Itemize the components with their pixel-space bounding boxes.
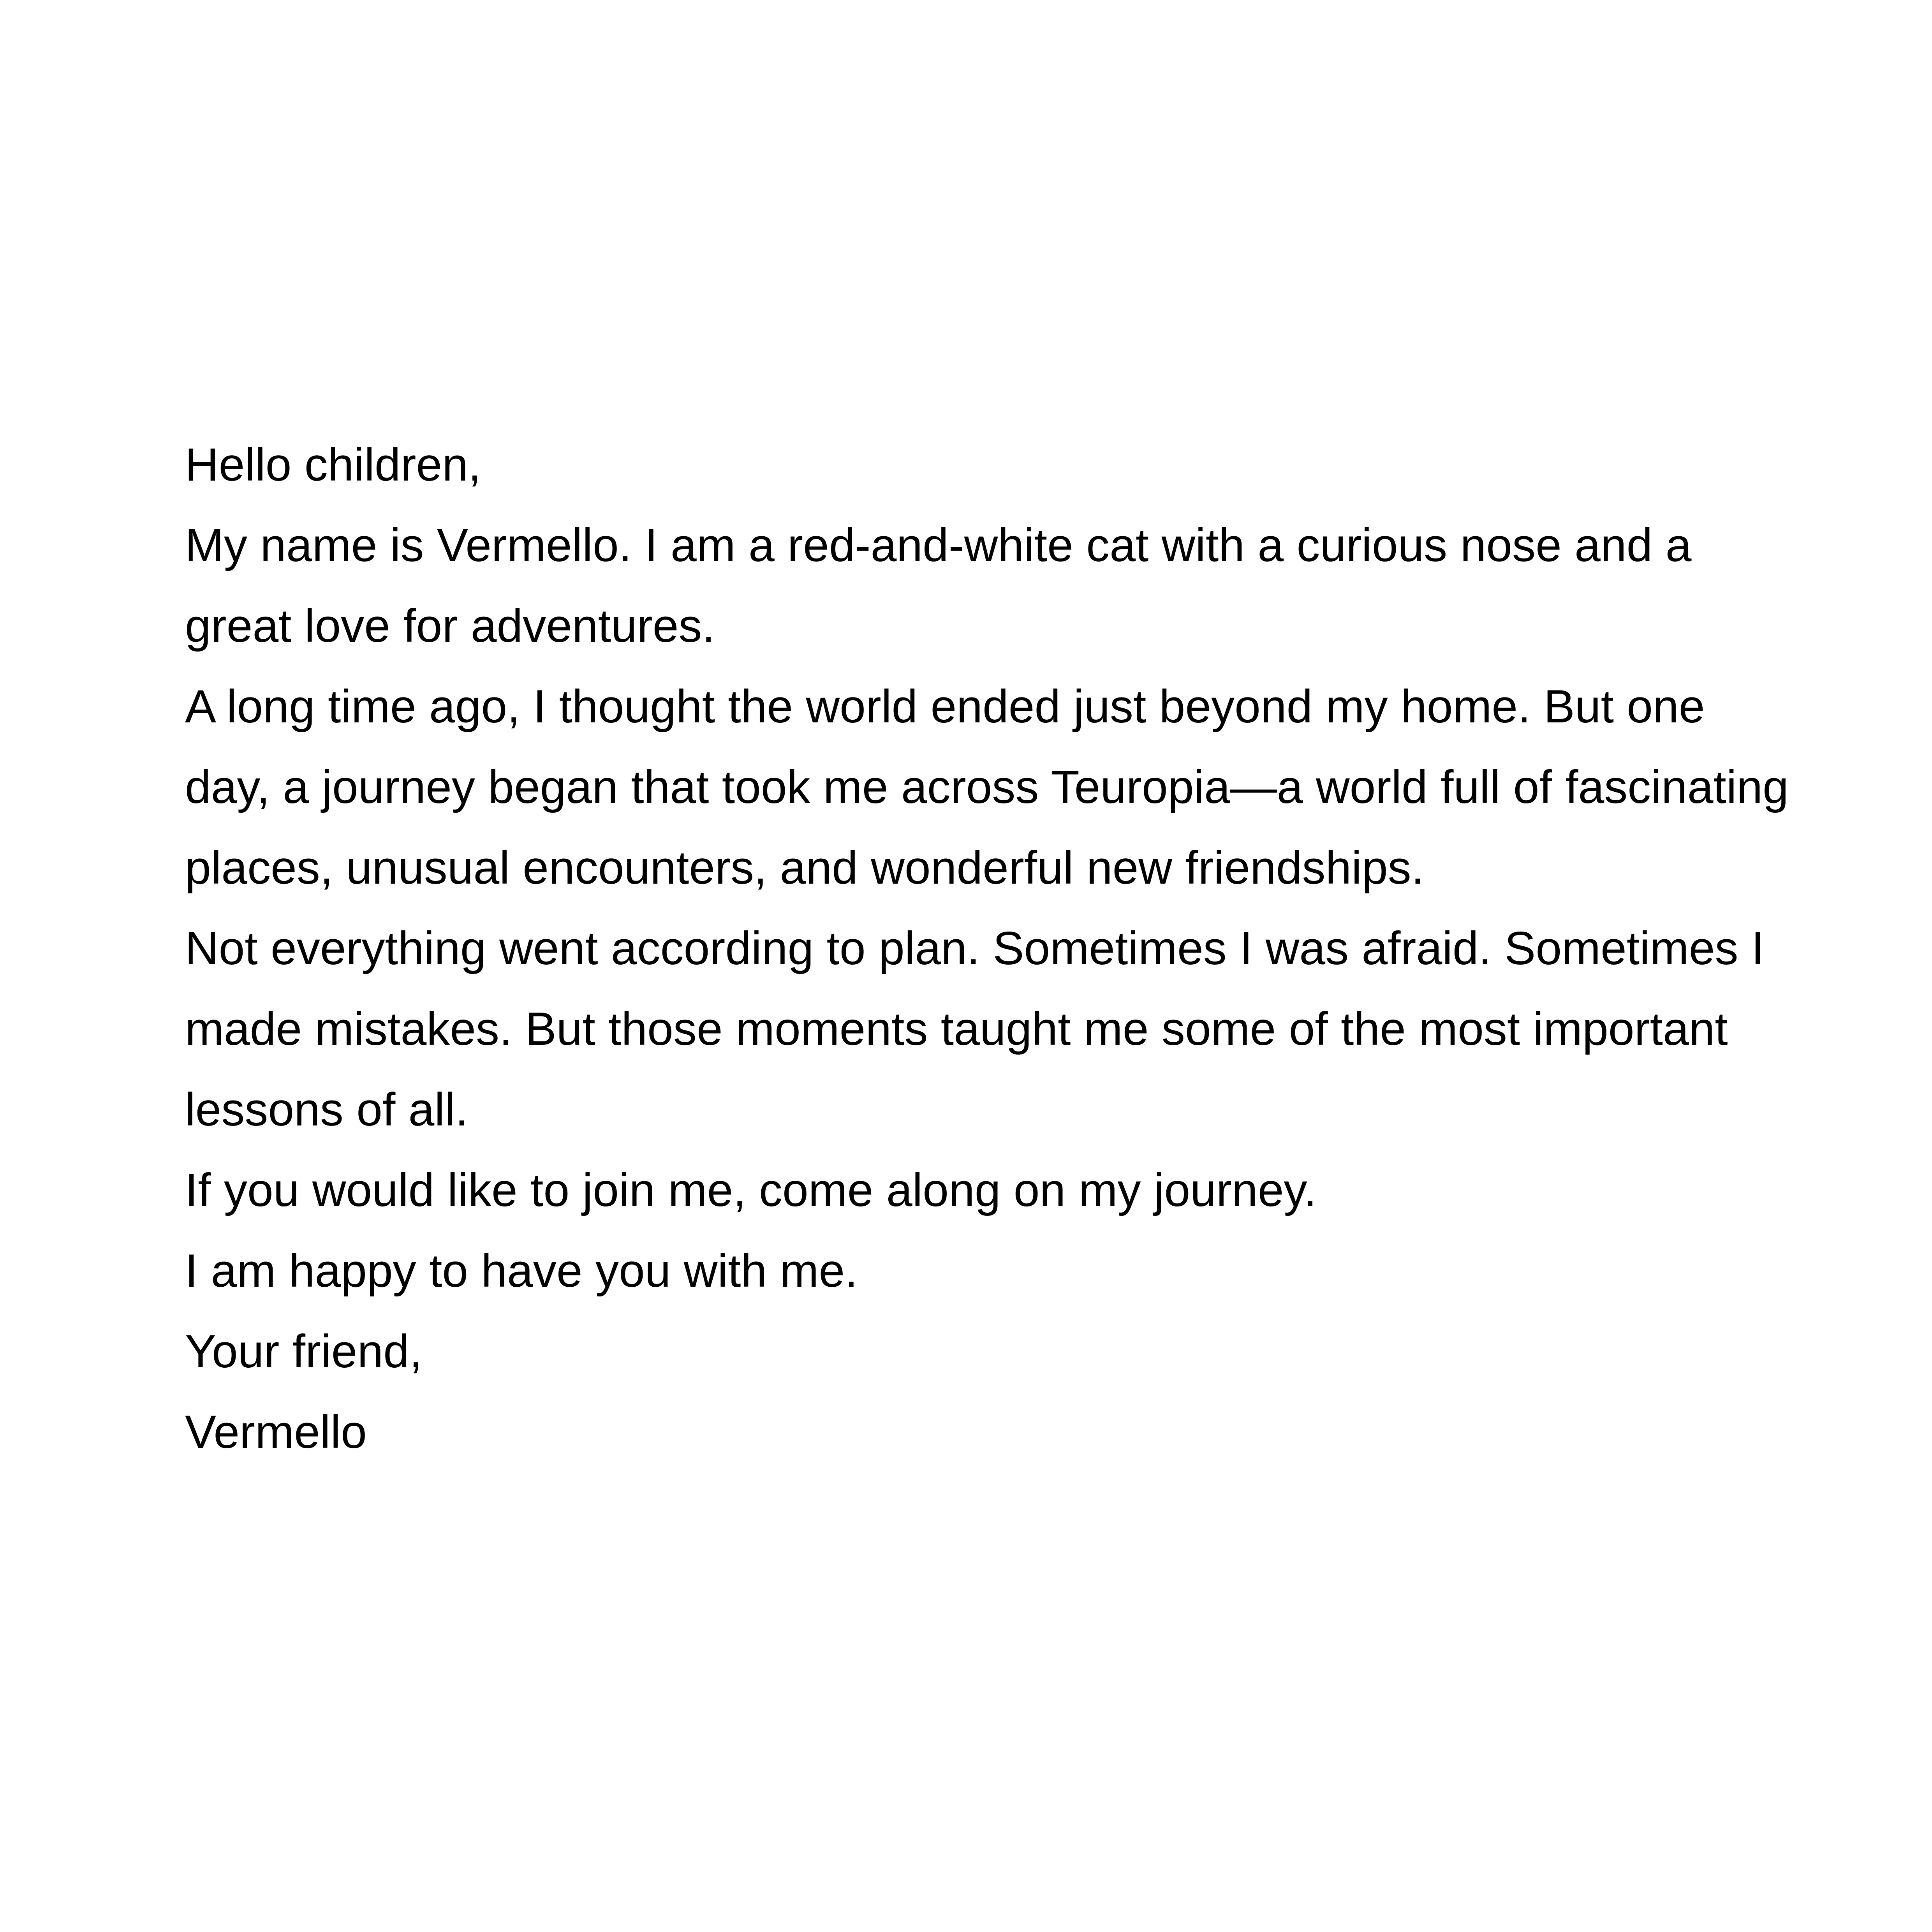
letter-body	[185, 424, 1801, 1472]
signature: Vermello	[185, 1406, 367, 1458]
paragraph-lessons: Not everything went according to plan. Sometimes I was afraid. Sometimes I made mistakes. But those moments taught me some of the most important lessons of all.	[185, 922, 1765, 1136]
paragraph-intro: My name is Vermello. I am a red-and-white cat with a curious nose and a great love for adventures.	[185, 519, 1692, 652]
closing: Your friend,	[185, 1325, 423, 1377]
greeting: Hello children,	[185, 439, 481, 491]
paragraph-happy: I am happy to have you with me.	[185, 1245, 858, 1297]
paragraph-invitation: If you would like to join me, come along on my journey.	[185, 1164, 1317, 1216]
paragraph-journey: A long time ago, I thought the world ended just beyond my home. But one day, a journey began that took me across Teuropia—a world full of fascinating places, unusual encounters, and wonderful new friendships.	[185, 680, 1789, 894]
